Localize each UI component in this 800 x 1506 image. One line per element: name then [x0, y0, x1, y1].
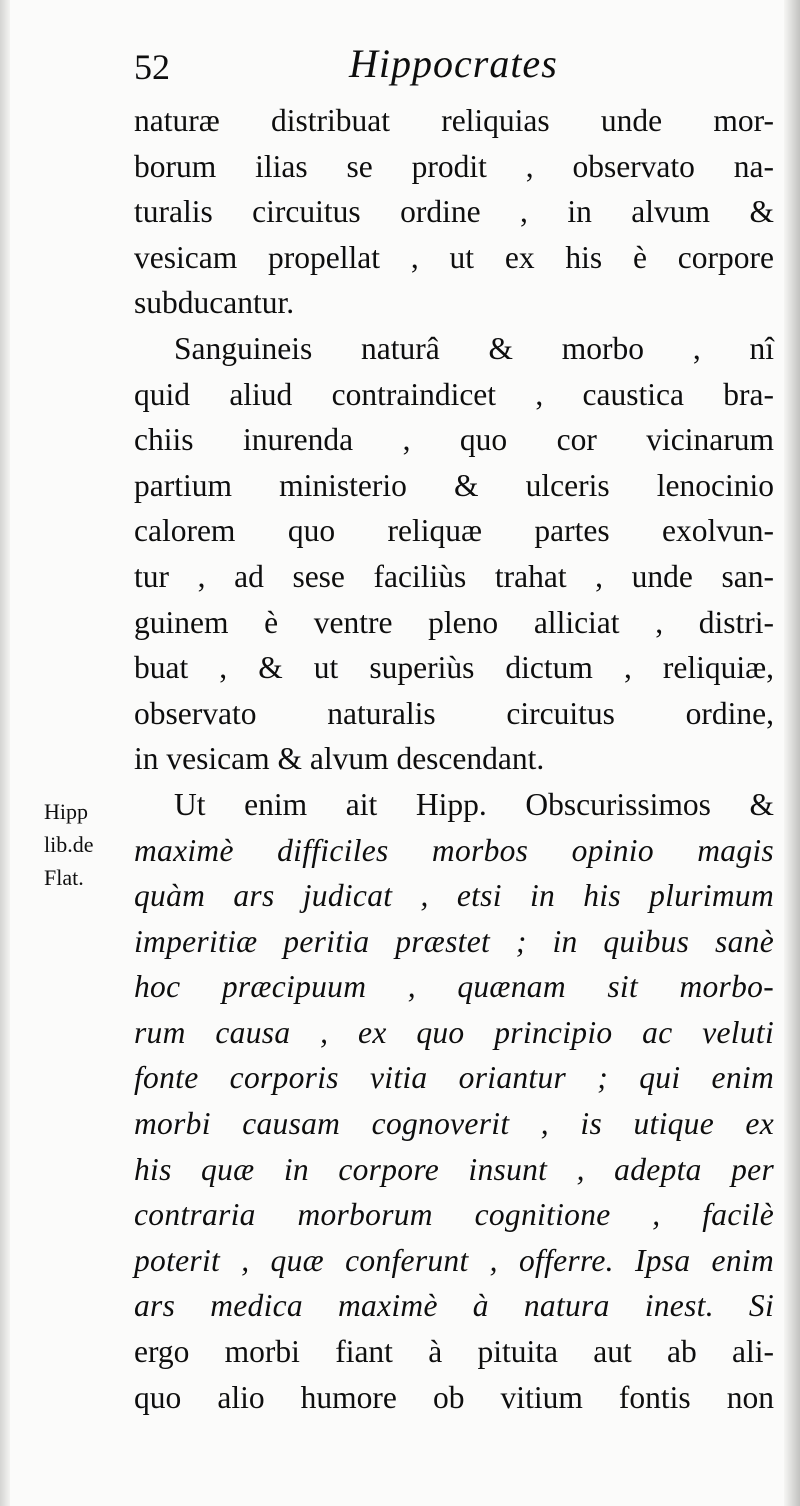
text-line: chiis inurenda , quo cor vicinarum [134, 422, 774, 458]
quotation-line: ars medica maximè à natura inest. Si [134, 1288, 774, 1324]
quotation-line: maximè difficiles morbos opinio magis [134, 832, 774, 868]
text-line: partium ministerio & ulceris lenocinio [134, 467, 774, 503]
text-line: borum ilias se prodit , observato na- [134, 148, 774, 184]
margin-note [44, 795, 134, 894]
text-line: turalis circuitus ordine , in alvum & [134, 194, 774, 230]
text-line: Sanguineis naturâ & morbo , nî [174, 330, 774, 366]
text-line: tur , ad sese faciliùs trahat , unde san- [134, 558, 774, 594]
text-line: ergo morbi fiant à pituita aut ab ali- [134, 1334, 774, 1370]
margin-note-line: lib.de [44, 832, 94, 857]
margin-note-line: Flat. [44, 865, 84, 890]
text-line: Ut enim ait Hipp. Obscurissimos & [174, 786, 774, 822]
paragraph [134, 782, 774, 1420]
text-line: buat , & ut superiùs dictum , reliquiæ, [134, 650, 774, 686]
page-left-edge [0, 0, 10, 1506]
page-header [134, 40, 774, 100]
running-head: Hippocrates [349, 41, 558, 86]
paragraph [134, 326, 774, 782]
quotation-line: quàm ars judicat , etsi in his plurimum [134, 878, 774, 914]
text-line: in vesicam & alvum descendant. [134, 741, 545, 777]
text-line: quid aliud contraindicet , caustica bra- [134, 376, 774, 412]
body-text [134, 98, 774, 1420]
quotation-line: rum causa , ex quo principio ac veluti [134, 1014, 774, 1050]
text-line: vesicam propellat , ut ex his è corpore [134, 239, 774, 275]
quotation-line: morbi causam cognoverit , is utique ex [134, 1106, 774, 1142]
quotation-line: fonte corporis vitia oriantur ; qui enim [134, 1060, 774, 1096]
quotation-line: his quæ in corpore insunt , adepta per [134, 1151, 774, 1187]
text-line: guinem è ventre pleno alliciat , distri- [134, 604, 774, 640]
margin-note-line: Hipp [44, 799, 88, 824]
text-line: naturæ distribuat reliquias unde mor- [134, 103, 774, 138]
text-line: calorem quo reliquæ partes exolvun- [134, 513, 774, 549]
paragraph [134, 98, 774, 326]
text-line: quo alio humore ob vitium fontis non [134, 1379, 774, 1415]
text-line: observato naturalis circuitus ordine, [134, 695, 774, 731]
page-right-edge [784, 0, 800, 1506]
quotation-line: contraria morborum cognitione , facilè [134, 1197, 774, 1233]
quotation-line: imperitiæ peritia præstet ; in quibus sanè [134, 923, 774, 959]
page-number: 52 [134, 47, 170, 87]
quotation-line: hoc præcipuum , quænam sit morbo- [134, 969, 774, 1005]
quotation-line: poterit , quæ conferunt , offerre. Ipsa enim [134, 1242, 774, 1278]
text-line: subducantur. [134, 285, 295, 321]
